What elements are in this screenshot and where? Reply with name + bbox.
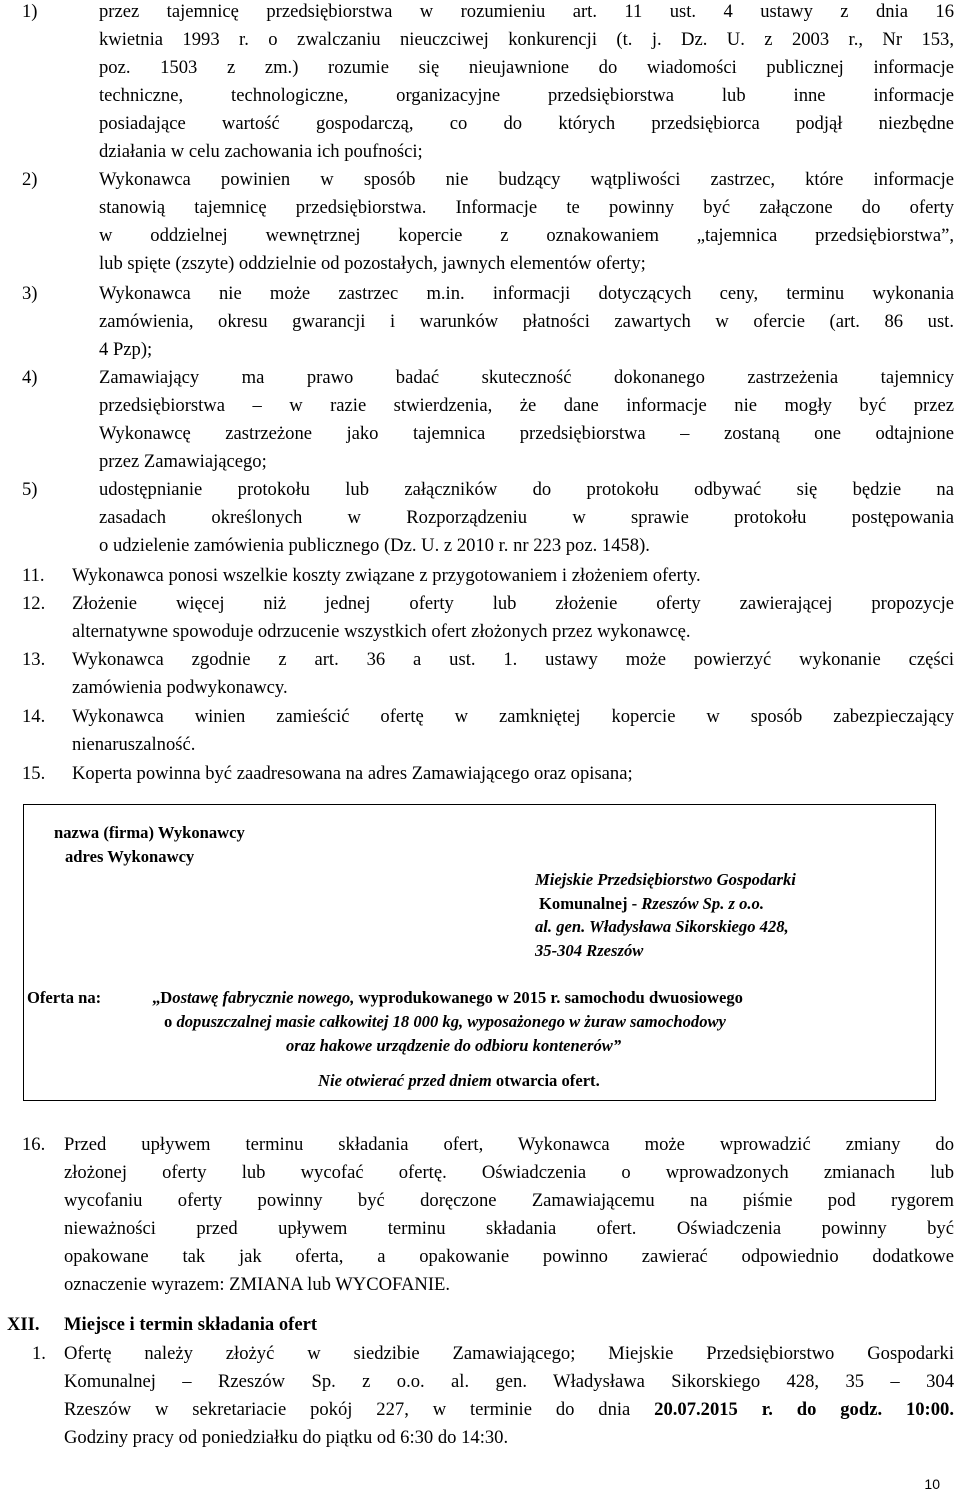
item-line: przedsiębiorstwa – w razie stwierdzenia, że dane informacje nie mogły być przez: [99, 395, 954, 416]
item-line: Koperta powinna być zaadresowana na adres Zamawiającego oraz opisana;: [72, 763, 633, 784]
item-number: 5): [22, 479, 38, 500]
item-line: o udzielenie zamówienia publicznego (Dz. U. z 2010 r. nr 223 poz. 1458).: [99, 535, 650, 556]
sender-name: nazwa (firma) Wykonawcy: [54, 823, 245, 842]
item-line: 4 Pzp);: [99, 339, 153, 360]
page-number: 10: [924, 1476, 940, 1492]
item-line: Komunalnej – Rzeszów Sp. z o.o. al. gen. Władysława Sikorskiego 428, 35 – 304: [64, 1371, 954, 1392]
list-item: [22, 364, 954, 484]
item-line: zamówienia podwykonawcy.: [72, 677, 288, 698]
do-not-open-note: [318, 1069, 600, 1093]
item-line: Wykonawca powinien w sposób nie budzący wątpliwości zastrzec, które informacje: [99, 169, 954, 190]
item-line: zasadach określonych w Rozporządzeniu w sprawie protokołu postępowania: [99, 507, 954, 528]
list-item: [22, 760, 954, 790]
offer-line: [152, 986, 743, 1010]
item-number: 3): [22, 283, 38, 304]
item-line: przez tajemnicę przedsiębiorstwa w rozumieniu art. 11 ust. 4 ustawy z dnia 16: [99, 1, 954, 22]
item-number: 1): [22, 1, 38, 22]
item-line: Zamawiający ma prawo badać skuteczność dokonanego zastrzeżenia tajemnicy: [99, 367, 954, 388]
item-number: 14.: [22, 706, 46, 727]
item-line: [64, 1396, 954, 1425]
item-line: w oddzielnej wewnętrznej kopercie z oznakowaniem „tajemnica przedsiębiorstwa”,: [99, 225, 954, 246]
item-line: oznaczenie wyrazem: ZMIANA lub WYCOFANIE.: [64, 1274, 451, 1295]
recipient-text: Komunalnej -: [539, 894, 642, 913]
item-number: 15.: [22, 763, 46, 784]
item-line: alternatywne spowoduje odrzucenie wszystkich ofert złożonych przez wykonawcę.: [72, 621, 691, 642]
item-line: Wykonawca winien zamieścić ofertę w zamkniętej kopercie w sposób zabezpieczający: [72, 706, 954, 727]
item-line: Przed upływem terminu składania ofert, Wykonawca może wprowadzić zmiany do: [64, 1134, 954, 1155]
list-item: [22, 166, 954, 286]
item-line: posiadające wartość gospodarczą, co do których przedsiębiorca podjął niezbędne: [99, 113, 954, 134]
section-number: XII.: [7, 1314, 40, 1335]
item-number: 2): [22, 169, 38, 190]
item-line: opakowane tak jak oferta, a opakowanie powinno zawierać odpowiednio dodatkowe: [64, 1246, 954, 1267]
item-line: nieważności przed upływem terminu składania ofert. Oświadczenia powinny być: [64, 1218, 954, 1239]
list-item: [22, 280, 954, 370]
item-line: stanowią tajemnicę przedsiębiorstwa. Informacje te powinny być załączone do oferty: [99, 197, 954, 218]
offer-line: [164, 1010, 726, 1034]
item-number: 4): [22, 367, 38, 388]
envelope-label-box: [23, 804, 936, 1101]
item-line: przez Zamawiającego;: [99, 451, 267, 472]
item-line: Ofertę należy złożyć w siedzibie Zamawiającego; Miejskie Przedsiębiorstwo Gospodarki: [64, 1343, 954, 1364]
list-item: [22, 562, 954, 592]
sender-address: adres Wykonawcy: [65, 847, 195, 866]
list-item: [22, 703, 954, 763]
item-text: Rzeszów w sekretariacie pokój 227, w terminie do dnia: [64, 1399, 655, 1420]
offer-text: dopuszczalnej masie całkowitej 18 000 kg, wyposażonego w żuraw samochodowy: [176, 1012, 726, 1031]
offer-label: Oferta na:: [27, 988, 102, 1007]
section-title: Miejsce i termin składania ofert: [64, 1314, 318, 1335]
item-line: Wykonawca zgodnie z art. 36 a ust. 1. ustawy może powierzyć wykonanie części: [72, 649, 954, 670]
item-number: 1.: [32, 1343, 46, 1364]
item-line: nienaruszalność.: [72, 734, 196, 755]
item-line: lub spięte (zszyte) oddzielnie od pozostałych, jawnych elementów oferty;: [99, 253, 646, 274]
item-number: 16.: [22, 1134, 46, 1155]
recipient-line: Miejskie Przedsiębiorstwo Gospodarki: [535, 870, 796, 889]
item-line: poz. 1503 z zm.) rozumie się nieujawnione do wiadomości publicznej informacje: [99, 57, 954, 78]
recipient-text: Rzeszów Sp. z o.o.: [641, 894, 764, 913]
recipient-line: al. gen. Władysława Sikorskiego 428,: [535, 917, 789, 936]
list-item: [22, 476, 954, 566]
offer-text: o: [164, 1012, 177, 1031]
item-line: zamówienia, okresu gwarancji i warunków płatności zawartych w ofercie (art. 86 ust.: [99, 311, 954, 332]
deadline-text: 20.07.2015 r. do godz. 10:00.: [654, 1399, 954, 1420]
item-line: udostępnianie protokołu lub załączników do protokołu odbywać się będzie na: [99, 479, 954, 500]
list-item: [22, 590, 954, 650]
offer-text: ostawę fabrycznie nowego,: [172, 988, 355, 1007]
item-line: złożonej oferty lub wycofać ofertę. Oświadczenia o wprowadzonych zmianach lub: [64, 1162, 954, 1183]
item-number: 11.: [22, 565, 45, 586]
item-line: techniczne, technologiczne, organizacyjne przedsiębiorstwa lub inne informacje: [99, 85, 954, 106]
item-line: działania w celu zachowania ich poufności;: [99, 141, 423, 162]
offer-text: „D: [152, 988, 173, 1007]
offer-line: oraz hakowe urządzenie do odbioru kontenerów”: [286, 1036, 622, 1055]
recipient-line: 35-304 Rzeszów: [535, 941, 644, 960]
item-line: Wykonawca nie może zastrzec m.in. informacji dotyczących ceny, terminu wykonania: [99, 283, 954, 304]
section-heading: [7, 1311, 947, 1341]
list-item: [22, 1131, 954, 1306]
item-line: wycofaniu oferty powinny być doręczone Zamawiającemu na piśmie pod rygorem: [64, 1190, 954, 1211]
item-number: 13.: [22, 649, 46, 670]
list-item: [22, 646, 954, 706]
do-not-open-text: otwarcia ofert.: [491, 1071, 600, 1090]
item-number: 12.: [22, 593, 46, 614]
recipient-line: [539, 892, 764, 916]
item-line: Złożenie więcej niż jednej oferty lub złożenie oferty zawierającej propozycje: [72, 593, 954, 614]
item-line: Wykonawca ponosi wszelkie koszty związane z przygotowaniem i złożeniem oferty.: [72, 565, 701, 586]
list-item: [22, 1340, 954, 1460]
item-line: kwietnia 1993 r. o zwalczaniu nieuczciwej konkurencji (t. j. Dz. U. z 2003 r., Nr 153,: [99, 29, 954, 50]
item-line: Wykonawcę zastrzeżone jako tajemnica przedsiębiorstwa – zostaną one odtajnione: [99, 423, 954, 444]
do-not-open-text: Nie otwierać przed dniem: [318, 1071, 492, 1090]
item-line: Godziny pracy od poniedziałku do piątku od 6:30 do 14:30.: [64, 1427, 509, 1448]
offer-text: wyprodukowanego w 2015 r. samochodu dwuosiowego: [354, 988, 743, 1007]
